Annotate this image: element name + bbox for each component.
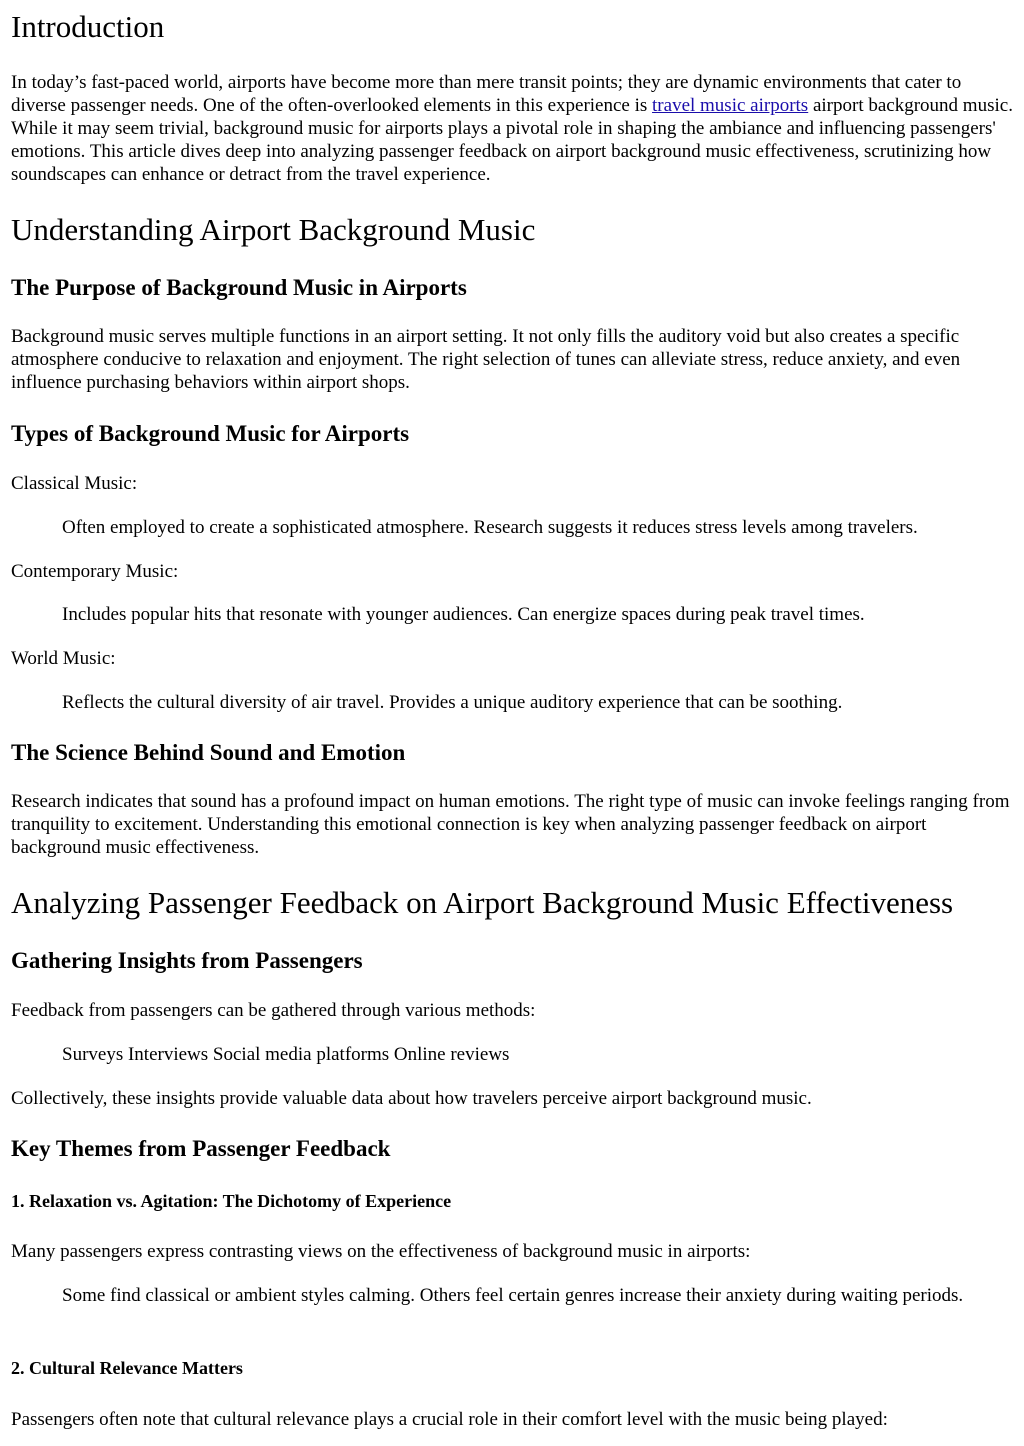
gathering-outro: Collectively, these insights provide valuable data about how travelers perceive airport background music. — [11, 1088, 812, 1109]
travel-music-airports-link[interactable]: travel music airports — [652, 95, 809, 116]
type-term-world: World Music: — [11, 648, 116, 669]
heading-science: The Science Behind Sound and Emotion — [11, 740, 406, 765]
heading-cultural: 2. Cultural Relevance Matters — [11, 1358, 243, 1378]
purpose-paragraph: Background music serves multiple functions in an airport setting. It not only fills the auditory void but also creates a specific atmosphere conducive to relaxation and enjoyment. The right selection of tunes can alleviate stress, reduce anxiety, and even influence purchasing behaviors within airport shops. — [11, 326, 961, 393]
heading-purpose: The Purpose of Background Music in Airports — [11, 275, 467, 300]
heading-introduction: Introduction — [11, 9, 165, 44]
type-term-contemporary: Contemporary Music: — [11, 561, 179, 582]
type-desc-classical: Often employed to create a sophisticated atmosphere. Research suggests it reduces stress levels among travelers. — [62, 517, 918, 538]
intro-text-before-link: In today’s fast-paced world, airports have become more than mere transit points; they are dynamic environments that cater to diverse passenger needs. One of the often-overlooked elements in this experience is — [11, 72, 962, 116]
heading-gathering: Gathering Insights from Passengers — [11, 948, 363, 973]
relaxation-detail: Some find classical or ambient styles calming. Others feel certain genres increase their anxiety during waiting periods. — [62, 1285, 964, 1306]
intro-text-after-link: airport background music. While it may seem trivial, background music for airports plays a pivotal role in shaping the ambiance and influencing passengers' emotions. This article dives deep into analyzing passenger feedback on airport background music effectiveness, scrutinizing how soundscapes can enhance or detract from the travel experience. — [11, 95, 1013, 185]
heading-key-themes: Key Themes from Passenger Feedback — [11, 1136, 391, 1161]
heading-analyzing: Analyzing Passenger Feedback on Airport Background Music Effectiveness — [11, 885, 954, 920]
cultural-paragraph: Passengers often note that cultural relevance plays a crucial role in their comfort level with the music being played: — [11, 1409, 888, 1430]
gathering-intro: Feedback from passengers can be gathered through various methods: — [11, 1000, 536, 1021]
heading-understanding: Understanding Airport Background Music — [11, 212, 536, 247]
heading-types: Types of Background Music for Airports — [11, 421, 410, 446]
type-desc-world: Reflects the cultural diversity of air travel. Provides a unique auditory experience that can be soothing. — [62, 692, 843, 713]
type-desc-contemporary: Includes popular hits that resonate with younger audiences. Can energize spaces during peak travel times. — [62, 604, 865, 625]
intro-paragraph — [11, 71, 1013, 186]
type-term-classical: Classical Music: — [11, 473, 138, 494]
science-paragraph: Research indicates that sound has a profound impact on human emotions. The right type of music can invoke feelings ranging from tranquility to excitement. Understanding this emotional connection is key when analyzing passenger feedback on airport background music effectiveness. — [11, 791, 1010, 858]
relaxation-paragraph: Many passengers express contrasting views on the effectiveness of background music in airports: — [11, 1241, 751, 1262]
feedback-methods: Surveys Interviews Social media platforms Online reviews — [62, 1044, 510, 1065]
heading-relaxation: 1. Relaxation vs. Agitation: The Dichotomy of Experience — [11, 1191, 452, 1211]
